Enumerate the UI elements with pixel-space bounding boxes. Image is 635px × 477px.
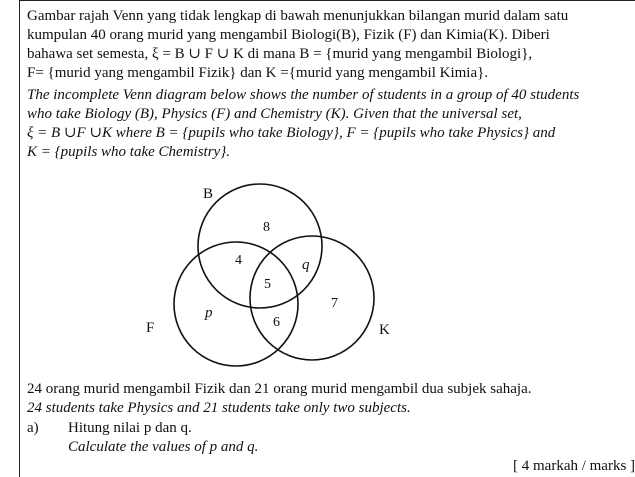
english-intro-line-2: who take Biology (B), Physics (F) and Chemistry (K). Given that the universal set, xyxy=(27,106,522,122)
question-malay: Hitung nilai p dan q. xyxy=(68,420,192,436)
region-k-only: 7 xyxy=(331,296,338,311)
malay-intro-line-2: kumpulan 40 orang murid yang mengambil Biologi(B), Fizik (F) dan Kimia(K). Diberi xyxy=(27,27,550,43)
question-label: a) xyxy=(27,420,39,436)
region-all-three: 5 xyxy=(264,277,271,292)
marks-label xyxy=(513,457,635,476)
info-english: 24 students take Physics and 21 students take only two subjects. xyxy=(27,400,411,416)
english-intro-line-4: K = {pupils who take Chemistry}. xyxy=(27,144,230,160)
set-label-k: K xyxy=(379,322,390,338)
malay-intro-line-4: F= {murid yang mengambil Fizik} dan K ={murid yang mengambil Kimia}. xyxy=(27,65,489,81)
malay-intro-line-3: bahawa set semesta, ξ = B ∪ F ∪ K di mana B = {murid yang mengambil Biologi}, xyxy=(27,46,533,62)
set-label-b: B xyxy=(203,186,214,202)
english-intro-line-3: ξ = B ∪F ∪K where B = {pupils who take Biology}, F = {pupils who take Physics} and xyxy=(27,125,556,141)
malay-intro-line-1: Gambar rajah Venn yang tidak lengkap di bawah menunjukkan bilangan murid dalam satu xyxy=(27,8,569,24)
region-b-only: 8 xyxy=(263,220,270,235)
set-label-f: F xyxy=(146,320,155,336)
circle-k xyxy=(250,236,374,360)
info-malay: 24 orang murid mengambil Fizik dan 21 orang murid mengambil dua subjek sahaja. xyxy=(27,381,532,397)
region-b-and-f: 4 xyxy=(235,253,242,268)
region-f-only: p xyxy=(205,305,213,321)
question-english: Calculate the values of p and q. xyxy=(68,439,259,455)
marks-text: [ 4 markah / marks ] xyxy=(513,458,635,474)
region-f-and-k: 6 xyxy=(273,315,280,330)
region-b-and-k: q xyxy=(302,257,310,273)
english-intro-line-1: The incomplete Venn diagram below shows the number of students in a group of 40 students xyxy=(27,87,580,103)
